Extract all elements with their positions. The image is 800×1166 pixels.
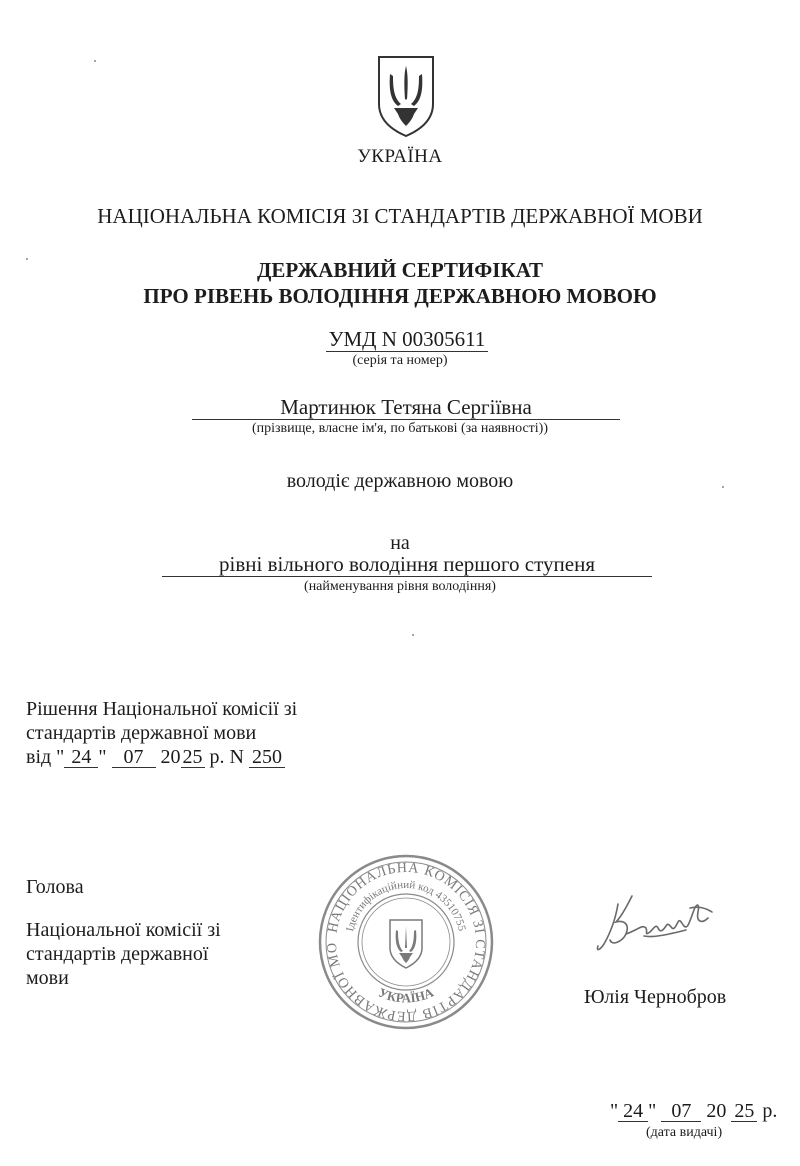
official-seal (316, 852, 496, 1037)
issue-date-year-suffix: 25 (731, 1101, 757, 1122)
head-org-line1: Національної комісії зі (26, 919, 221, 941)
svg-text:УКРАЇНА (376, 984, 436, 1005)
decision-number: 250 (249, 747, 285, 768)
commission-name: НАЦІОНАЛЬНА КОМІСІЯ ЗІ СТАНДАРТІВ ДЕРЖАВНОЇ МОВИ (97, 204, 703, 228)
decision-number-prefix: р. N (209, 746, 244, 768)
decision-date-prefix: від " (26, 746, 65, 768)
issue-date-year-abbr: р. (762, 1100, 778, 1122)
seal-text-outer: НАЦІОНАЛЬНА КОМІСІЯ ЗІ СТАНДАРТІВ ДЕРЖАВНОЇ МО (324, 860, 488, 1024)
holder-name-caption: (прізвище, власне ім'я, по батькові (за наявності)) (251, 421, 549, 436)
seal-text-inner: Ідентифікаційний код 43510755 (344, 878, 468, 933)
head-org-line2: стандартів державної (26, 943, 209, 965)
owns-language-text: володіє державною мовою (286, 470, 514, 492)
head-organization (26, 918, 221, 990)
signature-image (590, 890, 720, 975)
holder-name: Мартинюк Тетяна Сергіївна (192, 396, 620, 420)
scan-speck (722, 486, 724, 488)
decision-year-suffix: 25 (182, 746, 203, 768)
issue-date-close-quote: " (648, 1100, 657, 1122)
issue-date-day: 24 (618, 1101, 648, 1122)
decision-quote-close: " (98, 746, 107, 768)
issue-date-caption: (дата видачі) (646, 1125, 723, 1140)
issue-date (610, 1100, 777, 1123)
decision-day: 24 (64, 747, 98, 768)
country-name: УКРАЇНА (357, 146, 443, 167)
on-text: на (390, 532, 410, 554)
decision-year-prefix: 20 (160, 746, 181, 768)
decision-line1: Рішення Національної комісії зі (26, 698, 298, 720)
certificate-title-line1: ДЕРЖАВНИЙ СЕРТИФІКАТ (256, 258, 544, 282)
commission-decision (26, 697, 297, 769)
decision-date-line (26, 745, 297, 769)
proficiency-level-caption: (найменування рівня володіння) (304, 579, 496, 594)
scan-speck (26, 258, 28, 260)
decision-month: 07 (112, 747, 156, 768)
coat-of-arms-icon (376, 54, 436, 143)
signer-name: Юлія Чернобров (584, 986, 727, 1008)
seal-text-bottom: УКРАЇНА (376, 984, 436, 1006)
decision-line2: стандартів державної мови (26, 722, 257, 744)
issue-date-year-prefix: 20 (706, 1100, 727, 1122)
issue-date-open-quote: " (610, 1100, 619, 1122)
issue-date-month: 07 (661, 1101, 701, 1122)
certificate-title-line2: ПРО РІВЕНЬ ВОЛОДІННЯ ДЕРЖАВНОЮ МОВОЮ (143, 284, 657, 308)
head-org-line3: мови (26, 967, 69, 989)
serial-number: УМД N 00305611 (326, 328, 488, 352)
scan-speck (94, 60, 96, 62)
serial-caption: (серія та номер) (352, 353, 448, 368)
seal-trident-icon (390, 920, 422, 968)
scan-speck (412, 634, 414, 636)
head-title: Голова (26, 876, 84, 898)
proficiency-level: рівні вільного володіння першого ступеня (162, 553, 652, 577)
